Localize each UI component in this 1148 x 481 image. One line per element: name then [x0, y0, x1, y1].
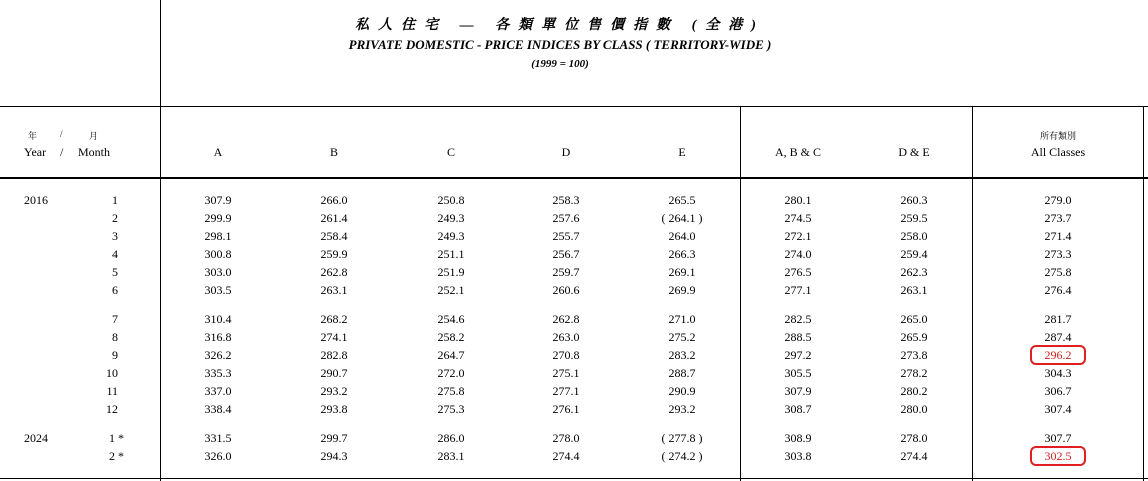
table-cell: 280.2 [900, 384, 928, 398]
table-cell: 259.7 [552, 265, 580, 279]
col-header-abc: A, B & C [774, 145, 821, 159]
col-header-e: E [678, 145, 686, 159]
row-month: 12 [106, 402, 118, 416]
row-month: 2 * [109, 449, 124, 463]
row-month: 8 [112, 330, 118, 344]
row-month: 1 [112, 193, 118, 207]
table-cell: ( 277.8 ) [661, 431, 703, 445]
table-cell: 262.8 [552, 312, 580, 326]
table-cell: 308.7 [784, 402, 812, 416]
table-cell: 269.9 [668, 283, 696, 297]
table-cell: 280.1 [784, 193, 812, 207]
table-cell: 303.0 [204, 265, 232, 279]
col-header-d: D [561, 145, 571, 159]
table-cell: 278.0 [900, 431, 928, 445]
table-cell: ( 274.2 ) [661, 449, 703, 463]
year-label: Year [24, 145, 47, 159]
col-header-b: B [329, 145, 338, 159]
table-cell: 251.9 [437, 265, 465, 279]
table-cell: 326.0 [204, 449, 232, 463]
table-cell: 307.4 [1044, 402, 1072, 416]
table-cell: 269.1 [668, 265, 696, 279]
table-cell: 280.0 [900, 402, 928, 416]
table-cell: 263.1 [320, 283, 348, 297]
table-cell: 265.9 [900, 330, 928, 344]
table-cell: 300.8 [204, 247, 232, 261]
table-cell: 277.1 [784, 283, 812, 297]
row-month: 3 [112, 229, 118, 243]
col-header-all-cn: 所有類別 [1039, 131, 1076, 141]
table-cell: 274.0 [784, 247, 812, 261]
highlighted-value: 296.2 [1033, 348, 1083, 362]
table-cell: 282.5 [784, 312, 812, 326]
table-cell: 273.8 [900, 348, 928, 362]
table-cell: 274.4 [552, 449, 580, 463]
table-cell: 275.2 [668, 330, 696, 344]
row-month: 2 [112, 211, 118, 225]
month-label-cn: 月 [89, 131, 99, 141]
table-cell: 281.7 [1044, 312, 1072, 326]
table-cell: 299.7 [320, 431, 348, 445]
table-cell: 331.5 [204, 431, 232, 445]
table-cell: 262.3 [900, 265, 928, 279]
table-cell: 263.1 [900, 283, 928, 297]
col-header-a: A [213, 145, 223, 159]
table-cell: 275.1 [552, 366, 580, 380]
title-english: PRIVATE DOMESTIC - PRICE INDICES BY CLASS ( TERRITORY-WIDE ) [348, 37, 772, 52]
table-cell: 250.8 [437, 193, 465, 207]
table-cell: 258.3 [552, 193, 580, 207]
col-header-de: D & E [898, 145, 930, 159]
table-cell: 326.2 [204, 348, 232, 362]
table-cell: 287.4 [1044, 330, 1072, 344]
table-cell: 305.5 [784, 366, 812, 380]
title-chinese: 私人住宅 — 各類單位售價指數 (全港) [355, 18, 765, 33]
table-cell: 257.6 [552, 211, 580, 225]
row-month: 4 [112, 247, 118, 261]
table-cell: 272.1 [784, 229, 812, 243]
table-cell: 286.0 [437, 431, 465, 445]
table-cell: 276.1 [552, 402, 580, 416]
table-cell: 293.2 [320, 384, 348, 398]
table-cell: 335.3 [204, 366, 232, 380]
table-cell: 278.0 [552, 431, 580, 445]
group-divider-2 [972, 106, 973, 481]
col-header-c: C [446, 145, 455, 159]
table-cell: 303.8 [784, 449, 812, 463]
table-cell: 270.8 [552, 348, 580, 362]
table-cell: 283.1 [437, 449, 465, 463]
table-cell: 265.0 [900, 312, 928, 326]
table-cell: 262.8 [320, 265, 348, 279]
table-cell: 258.2 [437, 330, 465, 344]
slash-en: / [60, 145, 64, 159]
table-cell: 304.3 [1044, 366, 1072, 380]
table-cell: 266.0 [320, 193, 348, 207]
table-cell: 293.2 [668, 402, 696, 416]
table-cell: 259.4 [900, 247, 928, 261]
table-cell: 260.3 [900, 193, 928, 207]
table-cell: 273.7 [1044, 211, 1072, 225]
table-cell: 256.7 [552, 247, 580, 261]
table-cell: 338.4 [204, 402, 232, 416]
table-cell: 258.0 [900, 229, 928, 243]
col-header-all: All Classes [1030, 145, 1086, 159]
table-cell: 316.8 [204, 330, 232, 344]
row-month: 9 [112, 348, 118, 362]
header-bottom-rule [0, 177, 1148, 179]
table-cell: 276.5 [784, 265, 812, 279]
table-cell: 264.0 [668, 229, 696, 243]
right-divider [1143, 106, 1144, 481]
row-month: 1 * [109, 431, 124, 445]
table-cell: 275.3 [437, 402, 465, 416]
table-cell: 259.9 [320, 247, 348, 261]
table-cell: 308.9 [784, 431, 812, 445]
table-cell: 306.7 [1044, 384, 1072, 398]
row-month: 6 [112, 283, 118, 297]
base-year-note: (1999 = 100) [531, 58, 589, 70]
table-cell: 268.2 [320, 312, 348, 326]
table-cell: 251.1 [437, 247, 465, 261]
table-cell: 258.4 [320, 229, 348, 243]
table-cell: 290.7 [320, 366, 348, 380]
table-cell: 265.5 [668, 193, 696, 207]
table-cell: 264.7 [437, 348, 465, 362]
table-cell: 275.8 [437, 384, 465, 398]
table-cell: 273.3 [1044, 247, 1072, 261]
month-label: Month [78, 145, 111, 159]
row-month: 11 [106, 384, 118, 398]
table-cell: 274.5 [784, 211, 812, 225]
row-month: 5 [112, 265, 118, 279]
table-cell: 294.3 [320, 449, 348, 463]
table-cell: 252.1 [437, 283, 465, 297]
row-month: 7 [112, 312, 118, 326]
table-cell: 275.8 [1044, 265, 1072, 279]
group-divider-1 [740, 106, 741, 481]
table-cell: 254.6 [437, 312, 465, 326]
table-cell: 310.4 [204, 312, 232, 326]
table-cell: 288.7 [668, 366, 696, 380]
table-cell: 297.2 [784, 348, 812, 362]
table-cell: 277.1 [552, 384, 580, 398]
table-cell: 278.2 [900, 366, 928, 380]
table-cell: 255.7 [552, 229, 580, 243]
table-cell: 276.4 [1044, 283, 1072, 297]
table-cell: 288.5 [784, 330, 812, 344]
table-cell: 271.0 [668, 312, 696, 326]
table-bottom-rule [0, 478, 1148, 479]
table-cell: 337.0 [204, 384, 232, 398]
row-year: 2024 [24, 431, 48, 445]
row-month: 10 [106, 366, 118, 380]
row-year: 2016 [24, 193, 48, 207]
left-divider [160, 0, 161, 481]
table-cell: 249.3 [437, 229, 465, 243]
year-label-cn: 年 [28, 131, 38, 141]
table-cell: 299.9 [204, 211, 232, 225]
table-cell: 298.1 [204, 229, 232, 243]
slash-cn: / [60, 129, 63, 139]
table-cell: 261.4 [320, 211, 348, 225]
table-cell: 307.7 [1044, 431, 1072, 445]
table-cell: 260.6 [552, 283, 580, 297]
table-cell: 307.9 [784, 384, 812, 398]
table-cell: 272.0 [437, 366, 465, 380]
table-cell: 303.5 [204, 283, 232, 297]
table-cell: 274.4 [900, 449, 928, 463]
table-cell: 282.8 [320, 348, 348, 362]
header-top-rule [0, 106, 1148, 107]
table-cell: 274.1 [320, 330, 348, 344]
table-cell: ( 264.1 ) [661, 211, 703, 225]
table-cell: 283.2 [668, 348, 696, 362]
table-cell: 259.5 [900, 211, 928, 225]
table-cell: 263.0 [552, 330, 580, 344]
table-cell: 290.9 [668, 384, 696, 398]
table-cell: 307.9 [204, 193, 232, 207]
table-cell: 249.3 [437, 211, 465, 225]
table-cell: 279.0 [1044, 193, 1072, 207]
table-cell: 271.4 [1044, 229, 1072, 243]
highlighted-value: 302.5 [1033, 449, 1083, 463]
table-cell: 266.3 [668, 247, 696, 261]
table-cell: 293.8 [320, 402, 348, 416]
